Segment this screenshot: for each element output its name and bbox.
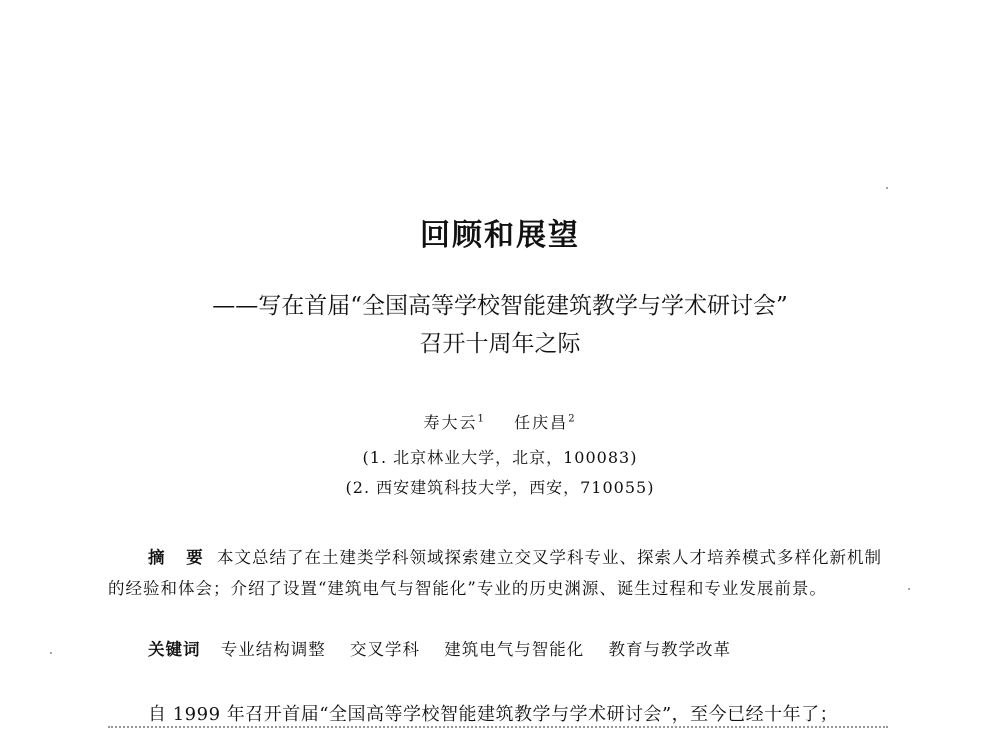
scan-speck xyxy=(908,588,910,590)
scan-speck xyxy=(886,187,888,189)
keyword: 教育与教学改革 xyxy=(608,640,731,659)
author-list xyxy=(0,410,1000,433)
keyword: 专业结构调整 xyxy=(220,640,326,659)
keywords xyxy=(148,636,908,660)
keyword: 建筑电气与智能化 xyxy=(444,640,585,659)
subtitle-line-2: 召开十周年之际 xyxy=(419,331,581,357)
abstract xyxy=(108,542,888,604)
subtitle-line-1: ——写在首届“全国高等学校智能建筑教学与学术研讨会” xyxy=(212,293,788,319)
cropped-text-line xyxy=(108,726,888,732)
paper-title: 回顾和展望 xyxy=(420,218,580,253)
author-name: 寿大云 xyxy=(423,413,478,432)
keywords-label: 关键词 xyxy=(148,640,201,659)
author-affiliation-mark: 2 xyxy=(568,413,577,425)
scan-speck xyxy=(50,652,52,654)
author-name: 任庆昌 xyxy=(514,413,569,432)
author-affiliation-mark: 1 xyxy=(477,413,486,425)
affiliation-1: (1. 北京林业大学，北京，100083) xyxy=(362,448,638,467)
keyword: 交叉学科 xyxy=(350,640,420,659)
body-text-line: 自 1999 年召开首届“全国高等学校智能建筑教学与学术研讨会”，至今已经十年了； xyxy=(148,704,839,725)
abstract-label: 摘 要 xyxy=(148,548,211,567)
affiliation-2: (2. 西安建筑科技大学，西安，710055) xyxy=(345,478,655,497)
abstract-text: 本文总结了在土建类学科领域探索建立交叉学科专业、探索人才培养模式多样化新机制的经验和体会；介绍了设置“建筑电气与智能化”专业的历史渊源、诞生过程和专业发展前景。 xyxy=(108,548,882,598)
